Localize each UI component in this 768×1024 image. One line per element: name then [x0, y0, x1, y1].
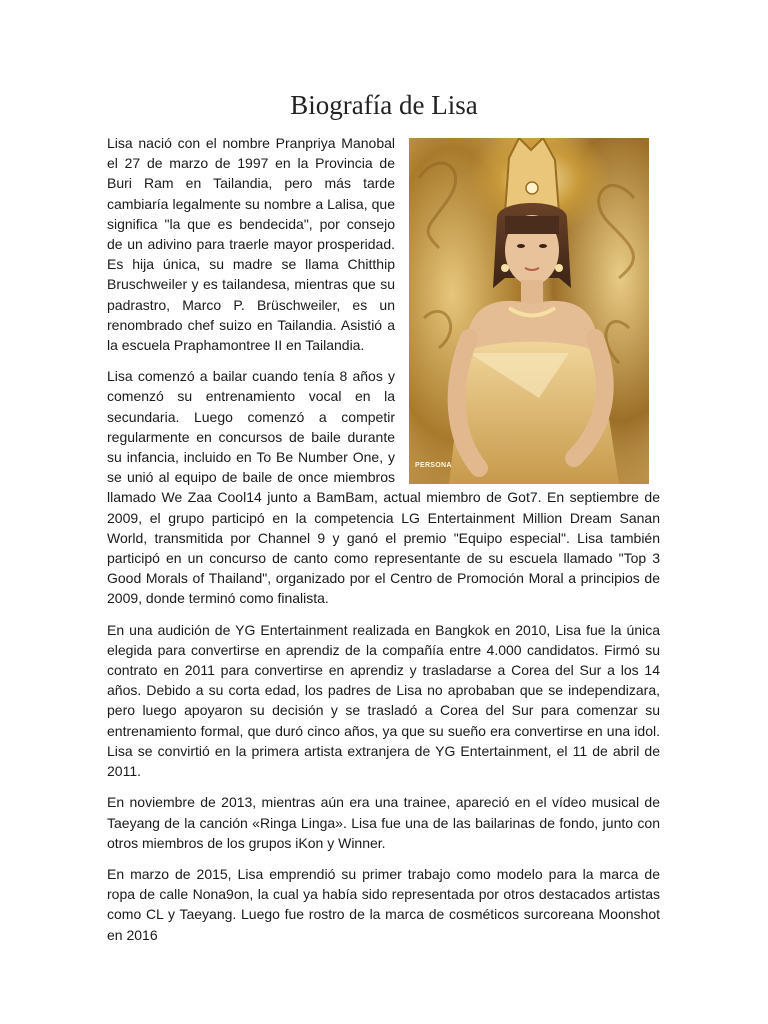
paragraph-1-text: Lisa nació con el nombre Pranpriya Manobal el 27 de marzo de 1997 en la Provincia de Buri Ram en Tailandia, pero más tarde cambiaría legalmente su nombre a Lalisa, que significa "la que es bendecida", por consejo de un adivino para traerle mayor prosperidad. Es hija única, su madre se llama Chitthip Bruschweiler y es tailandesa, mientras que su padrastro, Marco P. Brüschweiler, es un renombrado chef suizo en Tailandia. Asistió a la escuela Praphamontree II en Tailandia. — [107, 135, 395, 354]
photo-credit: PERSONA — [415, 461, 452, 469]
paragraph-3: En una audición de YG Entertainment realizada en Bangkok en 2010, Lisa fue la única elegida para convertirse en aprendiz de la compañía entre 4.000 candidatos. Firmó su contrato en 2011 para convertirse en aprendiz y trasladarse a Corea del Sur a los 14 años. Debido a su corta edad, los padres de Lisa no aprobaban que se independizara, pero luego apoyaron su decisión y se trasladó a Corea del Sur para comenzar su entrenamiento formal, que duró cinco años, ya que su sueño era convertirse en una idol. Lisa se convirtió en la primera artista extranjera de YG Entertainment, el 11 de abril de 2011. — [107, 621, 660, 780]
paragraph-5: En marzo de 2015, Lisa emprendió su primer trabajo como modelo para la marca de ropa de calle Nona9on, la cual ya había sido representada por otros destacados artistas como CL y Taeyang. Luego fue rostro de la marca de cosméticos surcoreana Moonshot en 2016 — [107, 865, 660, 943]
document-body — [107, 133, 660, 956]
paragraph-4: En noviembre de 2013, mientras aún era una trainee, apareció en el vídeo musical de Taeyang de la canción «Ringa Linga». Lisa fue una de las bailarinas de fondo, junto con otros miembros de los grupos iKon y Winner. — [107, 794, 660, 851]
paragraph-2: Lisa comenzó a bailar cuando tenía 8 años y comenzó su entrenamiento vocal en la secundaria. Luego comenzó a competir regularmente en concursos de baile durante su infancia, incluido en To Be Number One, y se unió al equipo de baile de once miembros llamado We Zaa Cool14 junto a BamBam, actual miembro de Got7. En septiembre de 2009, el grupo participó en la competencia LG Entertainment Million Dream Sanan World, transmitida por Channel 9 y ganó el premio "Equipo especial". Lisa también participó en un concurso de canto como representante de su escuela llamado "Top 3 Good Morals of Thailand", organizado por el Centro de Promoción Moral a principios de 2009, donde terminó como finalista. — [107, 368, 660, 607]
portrait-illustration — [409, 138, 649, 484]
page-title: Biografía de Lisa — [290, 90, 478, 120]
paragraph-1 — [107, 133, 660, 469]
lisa-photo — [409, 138, 649, 484]
